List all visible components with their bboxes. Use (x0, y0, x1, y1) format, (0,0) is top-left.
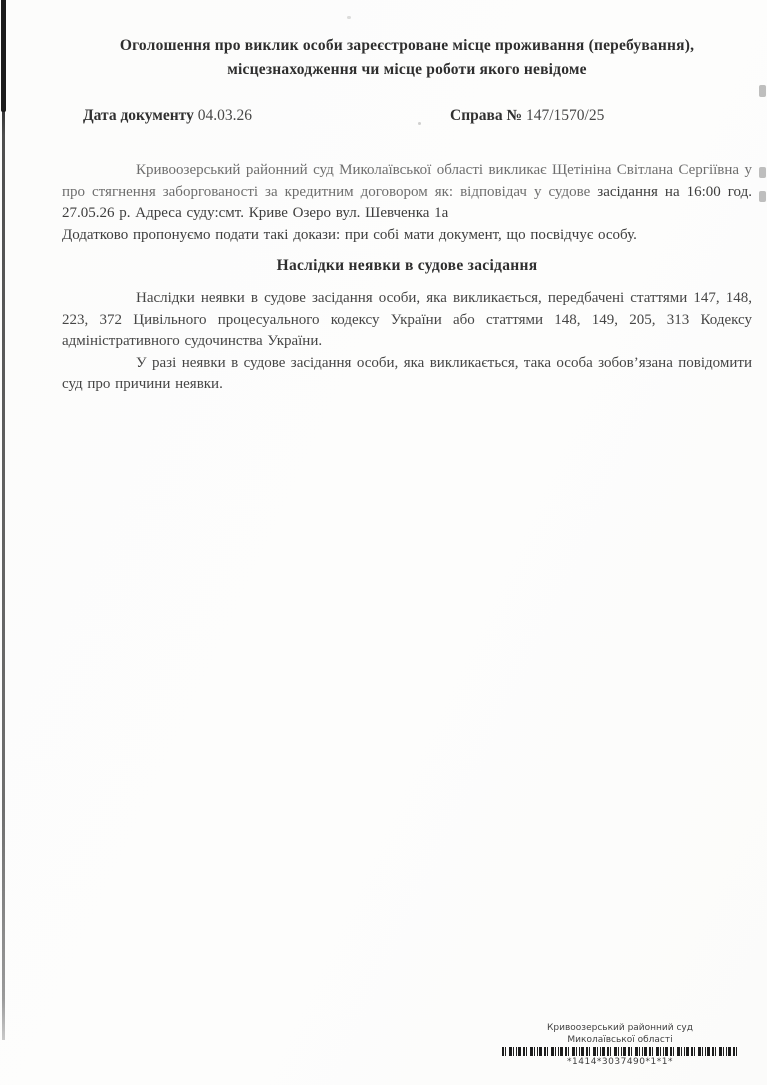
scan-edge-artifact-left (2, 0, 5, 1040)
section-heading: Наслідки неявки в судове засідання (276, 257, 538, 274)
document-date (83, 107, 252, 125)
stamp-court-name-line2: Миколаївської області (567, 1034, 673, 1045)
date-label: Дата документу (83, 107, 194, 124)
document-title-text: Оголошення про виклик особи зареєстроване місце проживання (перебування), місцезнаходження чи місце роботи якого невідоме (119, 37, 695, 78)
summons-section (62, 160, 752, 246)
obligation-paragraph: У разі неявки в судове засідання особи, яка викликається, така особа зобов’язана повідомити суд про причини неявки. (62, 354, 752, 392)
scan-edge-artifact-top (1, 0, 6, 112)
court-barcode-stamp (498, 1023, 742, 1069)
stamp-court-name-line1: Кривоозерський районний суд (547, 1023, 693, 1033)
consequences-paragraph: Наслідки неявки в судове засідання особи, яка викликається, передбачені статтями 147, 148, 223, 372 Цивільного процесуального кодексу України або статтями 148, 149, 205, 313 Кодексу адміністративного судочинства України. (62, 290, 752, 349)
consequences-section (62, 288, 752, 396)
case-label: Справа № (450, 107, 523, 124)
case-number (450, 107, 604, 125)
scan-smudge (759, 85, 766, 97)
barcode-value-text: *1414*3037490*1*1* (567, 1057, 673, 1067)
scan-speck (418, 122, 421, 125)
date-value: 04.03.26 (197, 107, 252, 124)
evidence-note-paragraph: Додатково пропонуємо подати такі докази: при собі мати документ, що посвідчує особу. (62, 226, 637, 243)
summons-text-part2: засідання на 16:00 год. 27.05.26 р. Адреса суду:смт. Криве Озеро вул. Шевченка 1а (62, 183, 752, 221)
case-value: 147/1570/25 (525, 107, 605, 124)
document-title (62, 34, 752, 82)
summons-text-part1: Кривоозерський районний суд Миколаївської області викликає Щетініна Світлана Сергіївна у про стягнення заборгованості за кредитним договором як: відповідач у судове (62, 162, 752, 200)
scan-smudge (759, 167, 766, 178)
scan-smudge (759, 191, 766, 202)
barcode-image (502, 1047, 738, 1056)
scan-speck (347, 16, 351, 19)
summons-paragraph (62, 160, 752, 225)
